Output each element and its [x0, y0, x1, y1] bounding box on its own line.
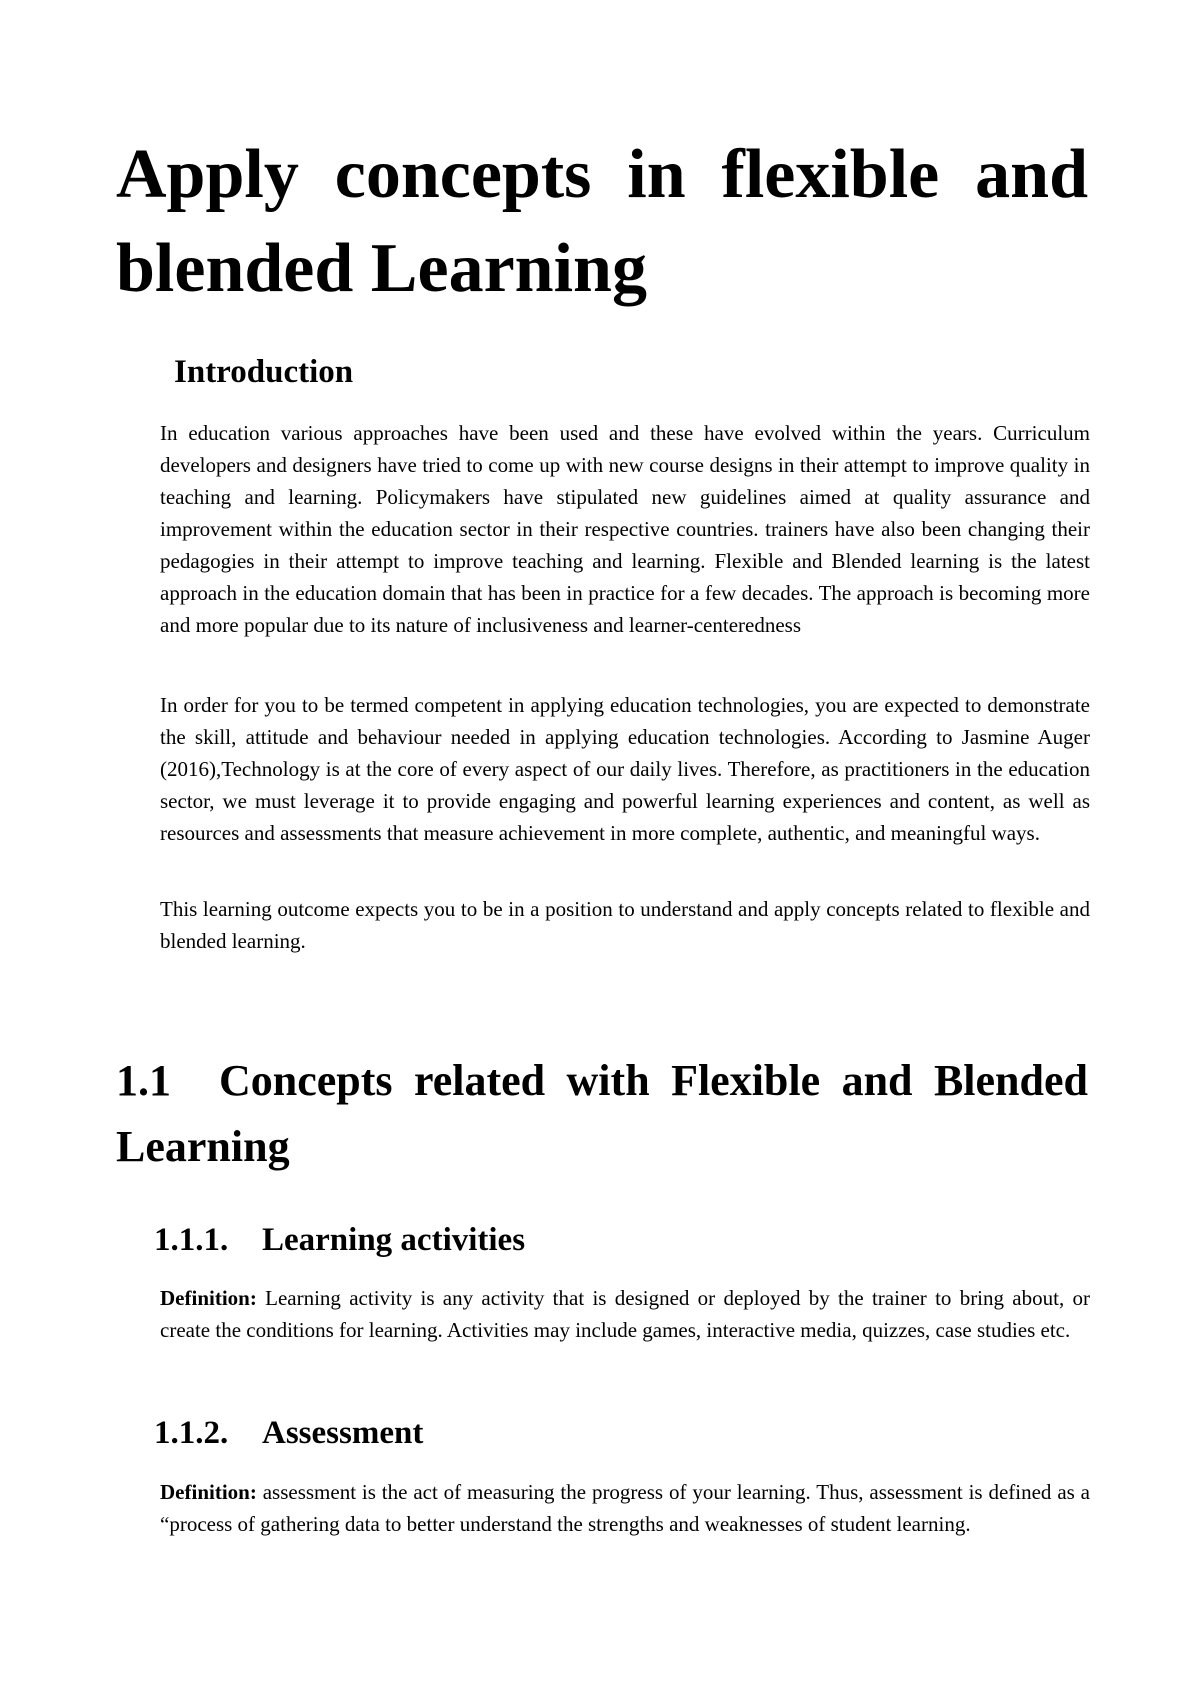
intro-paragraph-2: In order for you to be termed competent in applying education technologies, you are expected to demonstrate the skill, attitude and behaviour needed in applying education technologies. According to Jasmine Auger (2016),Technology is at the core of every aspect of our daily lives. Therefore, as practitioners in the education sector, we must leverage it to provide engaging and powerful learning experiences and content, as well as resources and assessments that measure achievement in more complete, authentic, and meaningful ways. — [160, 693, 1090, 845]
definition-label: Definition: — [160, 1480, 257, 1504]
section-title: Concepts related with Flexible and Blended Learning — [116, 1056, 1088, 1171]
subsection-title: Learning activities — [262, 1222, 526, 1258]
subsection-heading-assessment — [154, 1413, 423, 1453]
intro-paragraph-1: In education various approaches have been used and these have evolved within the years. Curriculum developers and designers have tried to come up with new course designs in their attempt to improve quality in teaching and learning. Policymakers have stipulated new guidelines aimed at quality assurance and improvement within the education sector in their respective countries. trainers have also been changing their pedagogies in their attempt to improve teaching and learning. Flexible and Blended learning is the latest approach in the education domain that has been in practice for a few decades. The approach is becoming more and more popular due to its nature of inclusiveness and learner-centeredness — [160, 421, 1090, 637]
subsection-heading-learning-activities — [154, 1220, 525, 1260]
introduction-heading: Introduction — [174, 354, 354, 390]
definition-label: Definition: — [160, 1286, 257, 1310]
section-heading — [116, 1048, 1088, 1180]
definition-assessment — [160, 1476, 1090, 1540]
document-title: Apply concepts in flexible and blended Learning — [116, 136, 1088, 307]
definition-learning-activities — [160, 1282, 1090, 1346]
definition-text: Learning activity is any activity that is designed or deployed by the trainer to bring about, or create the conditions for learning. Activities may include games, interactive media, quizzes, case studies etc. — [160, 1286, 1090, 1342]
subsection-title: Assessment — [262, 1415, 424, 1451]
intro-paragraph-3: This learning outcome expects you to be in a position to understand and apply concepts related to flexible and blended learning. — [160, 897, 1090, 953]
section-number: 1.1 — [116, 1056, 171, 1105]
subsection-number: 1.1.1. — [154, 1222, 229, 1258]
definition-text: assessment is the act of measuring the progress of your learning. Thus, assessment is defined as a “process of gathering data to better understand the strengths and weaknesses of student learning. — [160, 1480, 1091, 1536]
subsection-number: 1.1.2. — [154, 1415, 229, 1451]
